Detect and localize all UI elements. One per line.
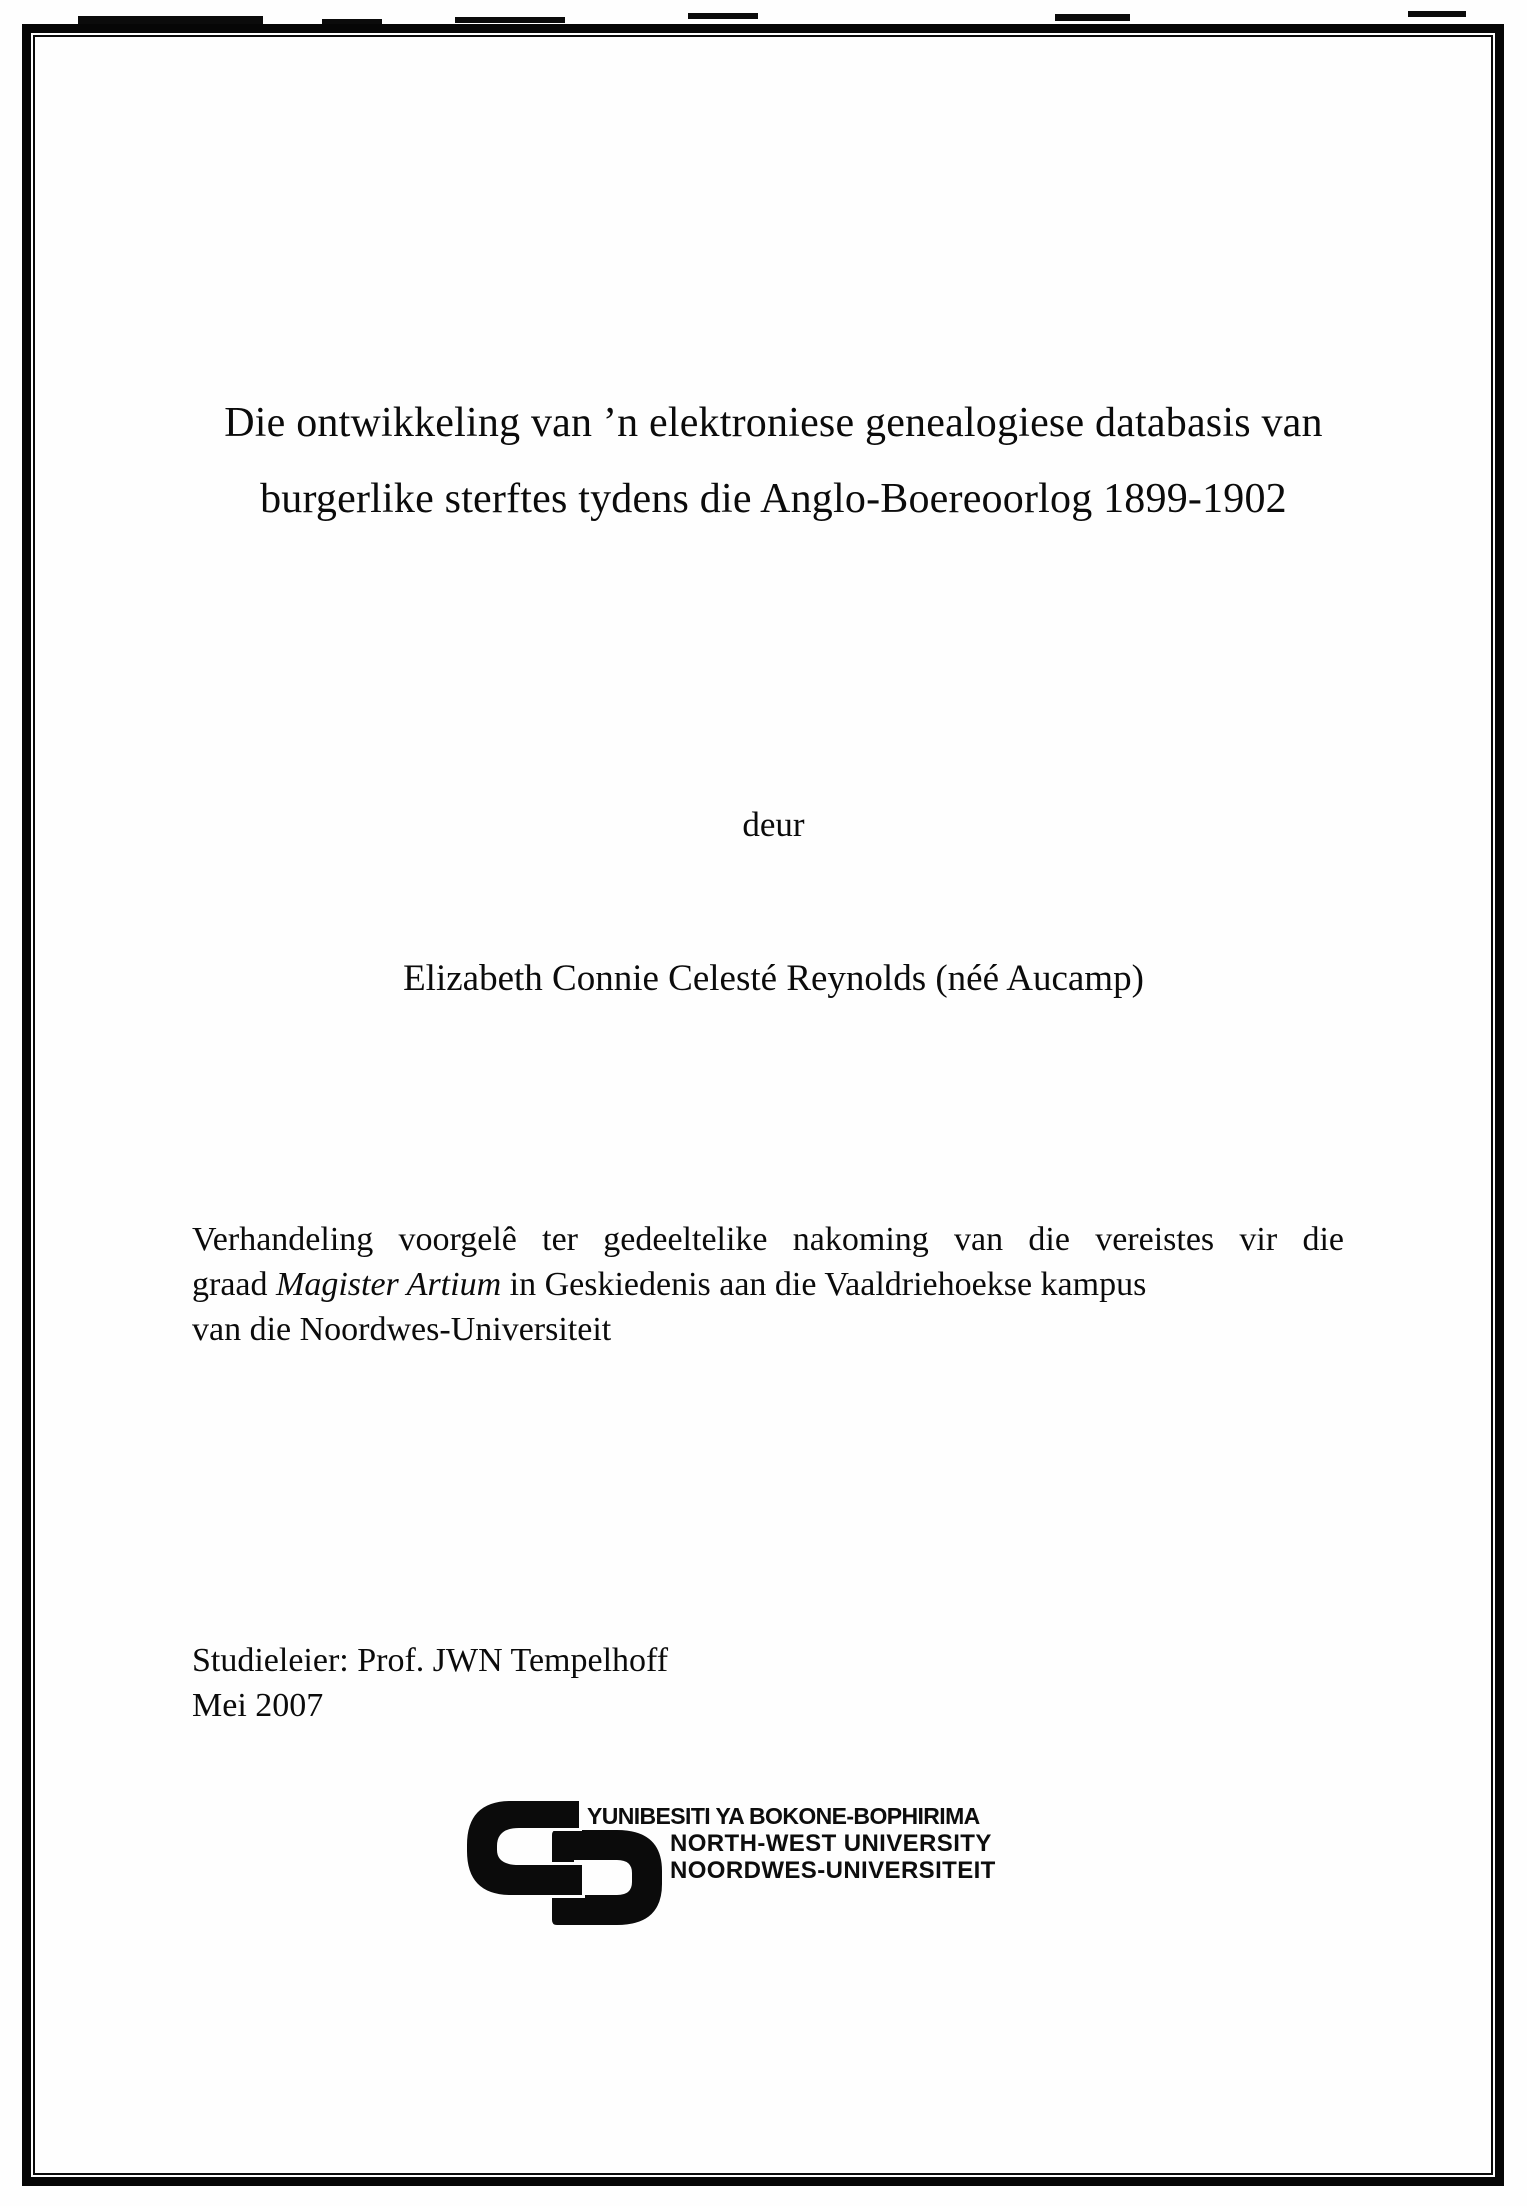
logo-line-english: NORTH-WEST UNIVERSITY xyxy=(670,1830,992,1857)
degree-name-italic: Magister Artium xyxy=(276,1266,502,1303)
degree-statement-line2-post: in Geskiedenis aan die Vaaldriehoekse kampus xyxy=(501,1266,1147,1303)
scan-artifact xyxy=(1408,11,1466,17)
logo-line-setswana: YUNIBESITI YA BOKONE-BOPHIRIMA xyxy=(587,1803,980,1829)
logo-line-afrikaans: NOORDWES-UNIVERSITEIT xyxy=(670,1857,996,1884)
date-line: Mei 2007 xyxy=(192,1687,324,1724)
thesis-title xyxy=(20,385,1527,537)
supervisor-block xyxy=(192,1638,668,1728)
scan-artifact xyxy=(1055,14,1130,21)
university-logo xyxy=(467,1801,1107,1931)
thesis-title-line1: Die ontwikkeling van ’n elektroniese genealogiese databasis van xyxy=(224,400,1323,446)
university-logo-text xyxy=(587,1803,996,1884)
byline: deur xyxy=(742,805,805,844)
degree-statement-line2 xyxy=(192,1262,1344,1307)
thesis-title-line2: burgerlike sterftes tydens die Anglo-Boereoorlog 1899-1902 xyxy=(260,476,1287,522)
scan-artifact xyxy=(688,13,758,19)
scan-artifact xyxy=(455,17,565,23)
scan-artifact xyxy=(78,16,263,24)
degree-statement xyxy=(192,1217,1344,1352)
degree-statement-line3: van die Noordwes-Universiteit xyxy=(192,1311,612,1348)
degree-statement-line1: Verhandeling voorgelê ter gedeeltelike nakoming van die vereistes vir die xyxy=(192,1221,1344,1258)
author-name: Elizabeth Connie Celesté Reynolds (néé Aucamp) xyxy=(403,958,1144,999)
supervisor-line: Studieleier: Prof. JWN Tempelhoff xyxy=(192,1642,669,1679)
degree-statement-line2-pre: graad xyxy=(192,1266,277,1303)
